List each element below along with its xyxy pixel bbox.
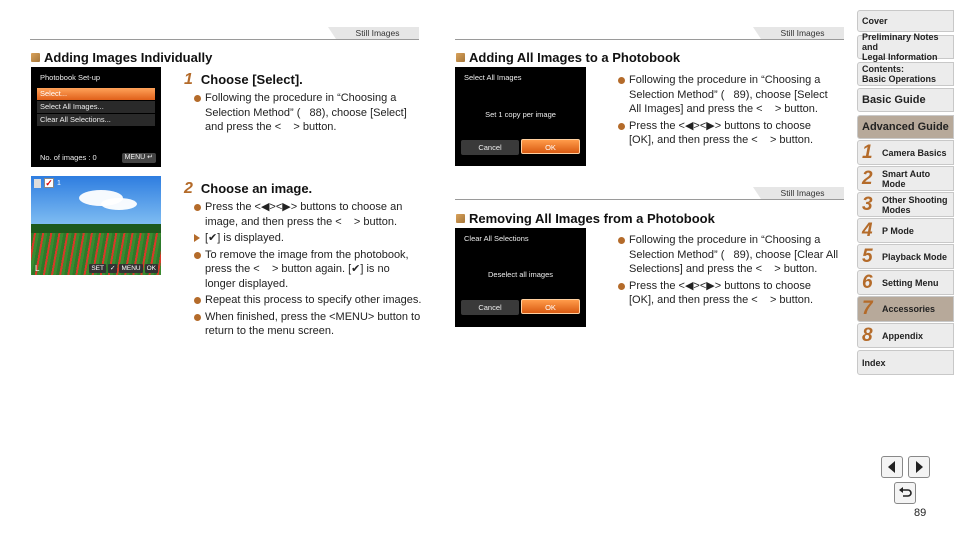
still-images-tag: Still Images (336, 27, 419, 39)
add-all-bullet: Press the <◀><▶> buttons to choose [OK], and then press the < > button. (617, 119, 839, 148)
ok-label: OK (146, 265, 156, 272)
sidebar-item-index[interactable]: Index (857, 350, 954, 375)
sidebar-item-cover[interactable]: Cover (857, 10, 954, 32)
page-number: 89 (914, 507, 927, 519)
next-page-button[interactable] (908, 456, 930, 478)
step-2-heading: 2 Choose an image. (184, 180, 313, 197)
photo-overlay (34, 178, 61, 188)
still-images-tag: Still Images (761, 27, 844, 39)
screen-cancel-button: Cancel (461, 300, 519, 315)
step-2-bullet: When finished, press the <MENU> button to return to the menu screen. (193, 310, 423, 339)
camera-screen-select-all (455, 67, 586, 166)
section-title-add-all: Adding All Images to a Photobook (456, 50, 680, 65)
chevron-left-icon (882, 457, 902, 477)
section-rule (455, 39, 844, 40)
check-icon: ✓ (110, 265, 116, 272)
card-icon (34, 179, 41, 188)
step-2-bullet: To remove the image from the photobook, press the < > button again. [✔] is no longer displayed. (193, 248, 423, 292)
screen-title: Select All Images (464, 73, 522, 82)
sidebar-item-preliminary[interactable]: Preliminary Notes and Legal Information (857, 35, 954, 59)
image-size-label: L (35, 264, 40, 273)
photo-bottom-bar (89, 264, 158, 273)
set-label: SET (91, 265, 104, 272)
camera-screen-photobook-setup (31, 67, 161, 167)
section-rule (30, 39, 419, 40)
chevron-right-icon (909, 457, 929, 477)
menu-back-icon: MENU ↵ (122, 153, 156, 163)
return-icon (895, 483, 915, 503)
still-images-tag: Still Images (761, 187, 844, 199)
step-2-body (193, 200, 423, 341)
step-1-bullet: Following the procedure in “Choosing a Selection Method” ( 88), choose [Select] and press the < > button. (193, 91, 421, 135)
sidebar-item-chapter-6[interactable]: 6 Setting Menu (857, 270, 954, 295)
step-2-bullet: Press the <◀><▶> buttons to choose an image, and then press the < > button. (193, 200, 423, 229)
camera-screen-photo-select (31, 176, 161, 275)
add-all-body (617, 73, 839, 150)
sidebar-item-chapter-3[interactable]: 3 Other Shooting Modes (857, 192, 954, 217)
screen-ok-button: OK (521, 299, 580, 314)
camera-screen-clear-all (455, 228, 586, 327)
remove-all-bullet: Following the procedure in “Choosing a Selection Method” ( 89), choose [Clear All Selections] and press the < > button. (617, 233, 839, 277)
sidebar-item-chapter-4[interactable]: 4 P Mode (857, 218, 954, 243)
checkmark-icon: ✓ (45, 178, 53, 188)
section-title-remove-all: Removing All Images from a Photobook (456, 211, 715, 226)
prev-page-button[interactable] (881, 456, 903, 478)
menu-label: MENU (121, 265, 141, 272)
add-all-bullet: Following the procedure in “Choosing a Selection Method” ( 89), choose [Select All Images] and press the < > button. (617, 73, 839, 117)
section-title-individual: Adding Images Individually (31, 50, 212, 65)
section-bullet-icon (31, 53, 40, 62)
sidebar-item-chapter-5[interactable]: 5 Playback Mode (857, 244, 954, 269)
step-1-body (193, 91, 421, 137)
screen-menu-item: Clear All Selections... (37, 114, 155, 126)
screen-menu-item: Select All Images... (37, 101, 155, 113)
screen-title: Clear All Selections (464, 234, 529, 243)
remove-all-body (617, 233, 839, 310)
remove-all-bullet: Press the <◀><▶> buttons to choose [OK], and then press the < > button. (617, 279, 839, 308)
screen-message: Deselect all images (487, 270, 554, 279)
sidebar-item-chapter-8[interactable]: 8 Appendix (857, 323, 954, 348)
screen-menu-item: Select... (37, 88, 155, 100)
sidebar-item-chapter-7[interactable]: 7 Accessories (857, 296, 954, 322)
sidebar-item-chapter-2[interactable]: 2 Smart Auto Mode (857, 166, 954, 191)
section-bullet-icon (456, 53, 465, 62)
sidebar-item-advanced-guide[interactable]: Advanced Guide (857, 115, 954, 139)
screen-ok-button: OK (521, 139, 580, 154)
screen-title: Photobook Set-up (40, 73, 101, 82)
copy-count: 1 (57, 179, 61, 187)
sidebar-item-contents[interactable]: Contents: Basic Operations (857, 62, 954, 86)
section-bullet-icon (456, 214, 465, 223)
section-rule (455, 199, 844, 200)
step-2-result: [✔] is displayed. (193, 231, 423, 246)
back-button[interactable] (894, 482, 916, 504)
sidebar-item-chapter-1[interactable]: 1 Camera Basics (857, 140, 954, 165)
sidebar-item-basic-guide[interactable]: Basic Guide (857, 88, 954, 112)
screen-cancel-button: Cancel (461, 140, 519, 155)
screen-message: Set 1 copy per image (485, 110, 556, 119)
screen-footer: No. of images : 0 (40, 153, 97, 162)
step-2-bullet: Repeat this process to specify other images. (193, 293, 423, 308)
step-1-heading: 1 Choose [Select]. (184, 71, 303, 88)
